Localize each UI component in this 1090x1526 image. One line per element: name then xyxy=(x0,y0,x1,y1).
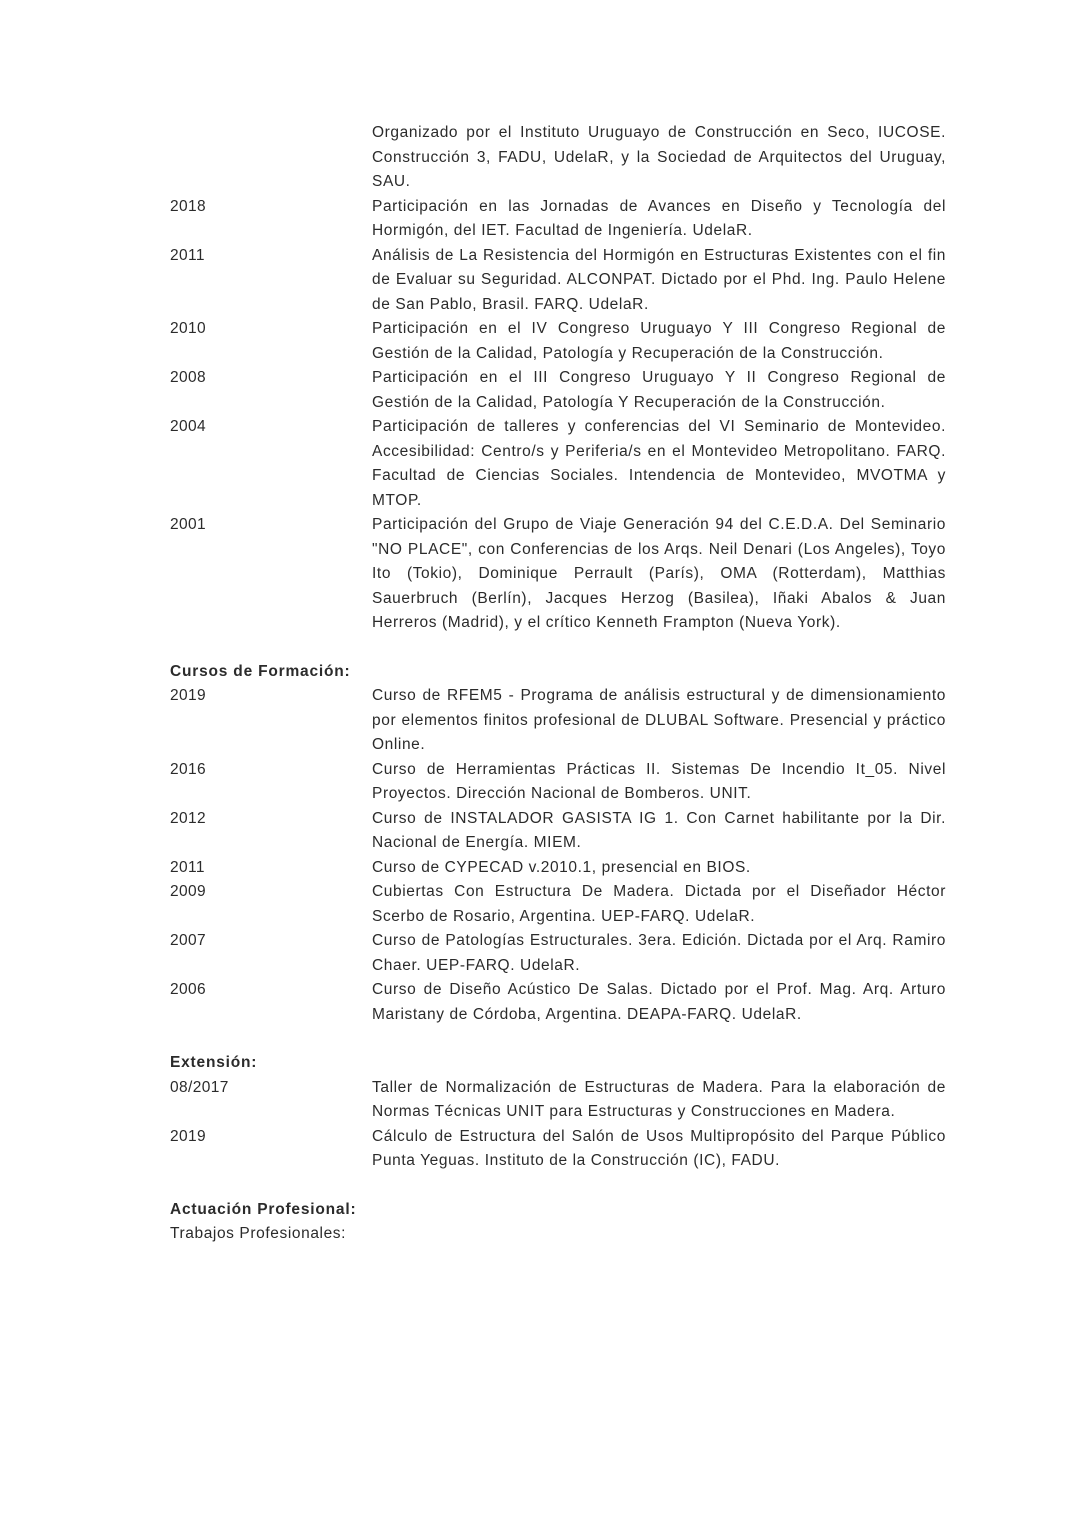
entry-text: Participación en el III Congreso Uruguayo Y II Congreso Regional de Gestión de la Calidad, Patología Y Recuperación de la Construcción. xyxy=(372,369,946,411)
entry-row xyxy=(170,244,946,318)
entry-year: 2018 xyxy=(170,197,207,215)
section-heading-actuacion: Actuación Profesional: xyxy=(170,1200,357,1218)
entry-year: 08/2017 xyxy=(170,1078,229,1096)
entry-row xyxy=(170,415,946,513)
entry-row xyxy=(170,880,946,929)
entry-row xyxy=(170,929,946,978)
entry-year: 2009 xyxy=(170,883,207,900)
entry-text: Curso de RFEM5 - Programa de análisis estructural y de dimensionamiento por elementos finitos profesional de DLUBAL Software. Presencial y práctico Online. xyxy=(372,687,946,753)
section-heading-cursos: Cursos de Formación: xyxy=(170,662,351,680)
entry-text: Análisis de La Resistencia del Hormigón en Estructuras Existentes con el fin de Evaluar su Seguridad. ALCONPAT. Dictado por el Phd. Ing. Paulo Helene de San Pablo, Brasil. FARQ. UdelaR. xyxy=(372,246,946,313)
entry-row xyxy=(170,317,946,366)
subheading-trabajos: Trabajos Profesionales: xyxy=(170,1225,347,1242)
entry-row xyxy=(170,856,946,881)
entry-text: Curso de Diseño Acústico De Salas. Dictado por el Prof. Mag. Arq. Arturo Maristany de Córdoba, Argentina. DEAPA-FARQ. UdelaR. xyxy=(372,981,946,1023)
cv-content xyxy=(170,121,946,1247)
entry-year: 2006 xyxy=(170,981,207,998)
entry-year: 2001 xyxy=(170,516,207,533)
entry-year: 2008 xyxy=(170,369,207,386)
entry-row xyxy=(170,1125,946,1174)
section-heading-extension: Extensión: xyxy=(170,1054,258,1071)
continuation-entry xyxy=(170,121,946,195)
extension-list xyxy=(170,1076,946,1174)
entry-text: Curso de Patologías Estructurales. 3era. Edición. Dictada por el Arq. Ramiro Chaer. UEP-FARQ. UdelaR. xyxy=(372,932,946,974)
cursos-list xyxy=(170,684,946,1027)
entry-text: Participación de talleres y conferencias del VI Seminario de Montevideo. Accesibilidad: Centro/s y Periferia/s en el Montevideo Metropolitano. FARQ. Facultad de Ciencias Sociales. Intendencia de Montevideo, MVOTMA y MTOP. xyxy=(372,418,946,509)
entry-year: 2010 xyxy=(170,320,207,337)
entry-year: 2011 xyxy=(170,858,205,876)
events-list xyxy=(170,195,946,636)
entry-row xyxy=(170,1076,946,1125)
entry-year: 2011 xyxy=(170,246,205,264)
entry-text: Curso de CYPECAD v.2010.1, presencial en BIOS. xyxy=(372,858,751,876)
entry-row xyxy=(170,758,946,807)
entry-year: 2019 xyxy=(170,1127,207,1145)
entry-text: Taller de Normalización de Estructuras de Madera. Para la elaboración de Normas Técnicas UNIT para Estructuras y Construcciones en Madera. xyxy=(372,1078,946,1120)
entry-year: 2004 xyxy=(170,418,207,435)
entry-text: Cálculo de Estructura del Salón de Usos Multipropósito del Parque Público Punta Yeguas. Instituto de la Construcción (IC), FADU. xyxy=(372,1127,946,1169)
entry-year: 2019 xyxy=(170,687,207,704)
entry-text: Organizado por el Instituto Uruguayo de Construcción en Seco, IUCOSE. Construcción 3, FADU, UdelaR, y la Sociedad de Arquitectos del Uruguay, SAU. xyxy=(372,124,946,190)
entry-text: Participación del Grupo de Viaje Generación 94 del C.E.D.A. Del Seminario "NO PLACE", con Conferencias de los Arqs. Neil Denari (Los Angeles), Toyo Ito (Tokio), Dominique Perrault (París), OMA (Rotterdam), Matthias Sauerbruch (Berlín), Jacques Herzog (Basilea), Iñaki Abalos & Juan Herreros (Madrid), y el crítico Kenneth Frampton (Nueva York). xyxy=(372,516,946,631)
entry-text: Participación en las Jornadas de Avances en Diseño y Tecnología del Hormigón, del IET. Facultad de Ingeniería. UdelaR. xyxy=(372,197,946,239)
entry-row xyxy=(170,513,946,636)
entry-text: Cubiertas Con Estructura De Madera. Dictada por el Diseñador Héctor Scerbo de Rosario, Argentina. UEP-FARQ. UdelaR. xyxy=(372,883,946,925)
entry-row xyxy=(170,684,946,758)
entry-row xyxy=(170,366,946,415)
entry-year: 2007 xyxy=(170,932,207,949)
entry-row xyxy=(170,978,946,1027)
entry-year: 2012 xyxy=(170,809,207,827)
entry-row xyxy=(170,807,946,856)
entry-row xyxy=(170,195,946,244)
entry-year: 2016 xyxy=(170,760,207,778)
entry-text: Curso de Herramientas Prácticas II. Sistemas De Incendio It_05. Nivel Proyectos. Dirección Nacional de Bomberos. UNIT. xyxy=(372,760,946,802)
entry-text: Curso de INSTALADOR GASISTA IG 1. Con Carnet habilitante por la Dir. Nacional de Energía. MIEM. xyxy=(372,809,946,851)
entry-text: Participación en el IV Congreso Uruguayo Y III Congreso Regional de Gestión de la Calidad, Patología y Recuperación de la Construcción. xyxy=(372,320,946,362)
